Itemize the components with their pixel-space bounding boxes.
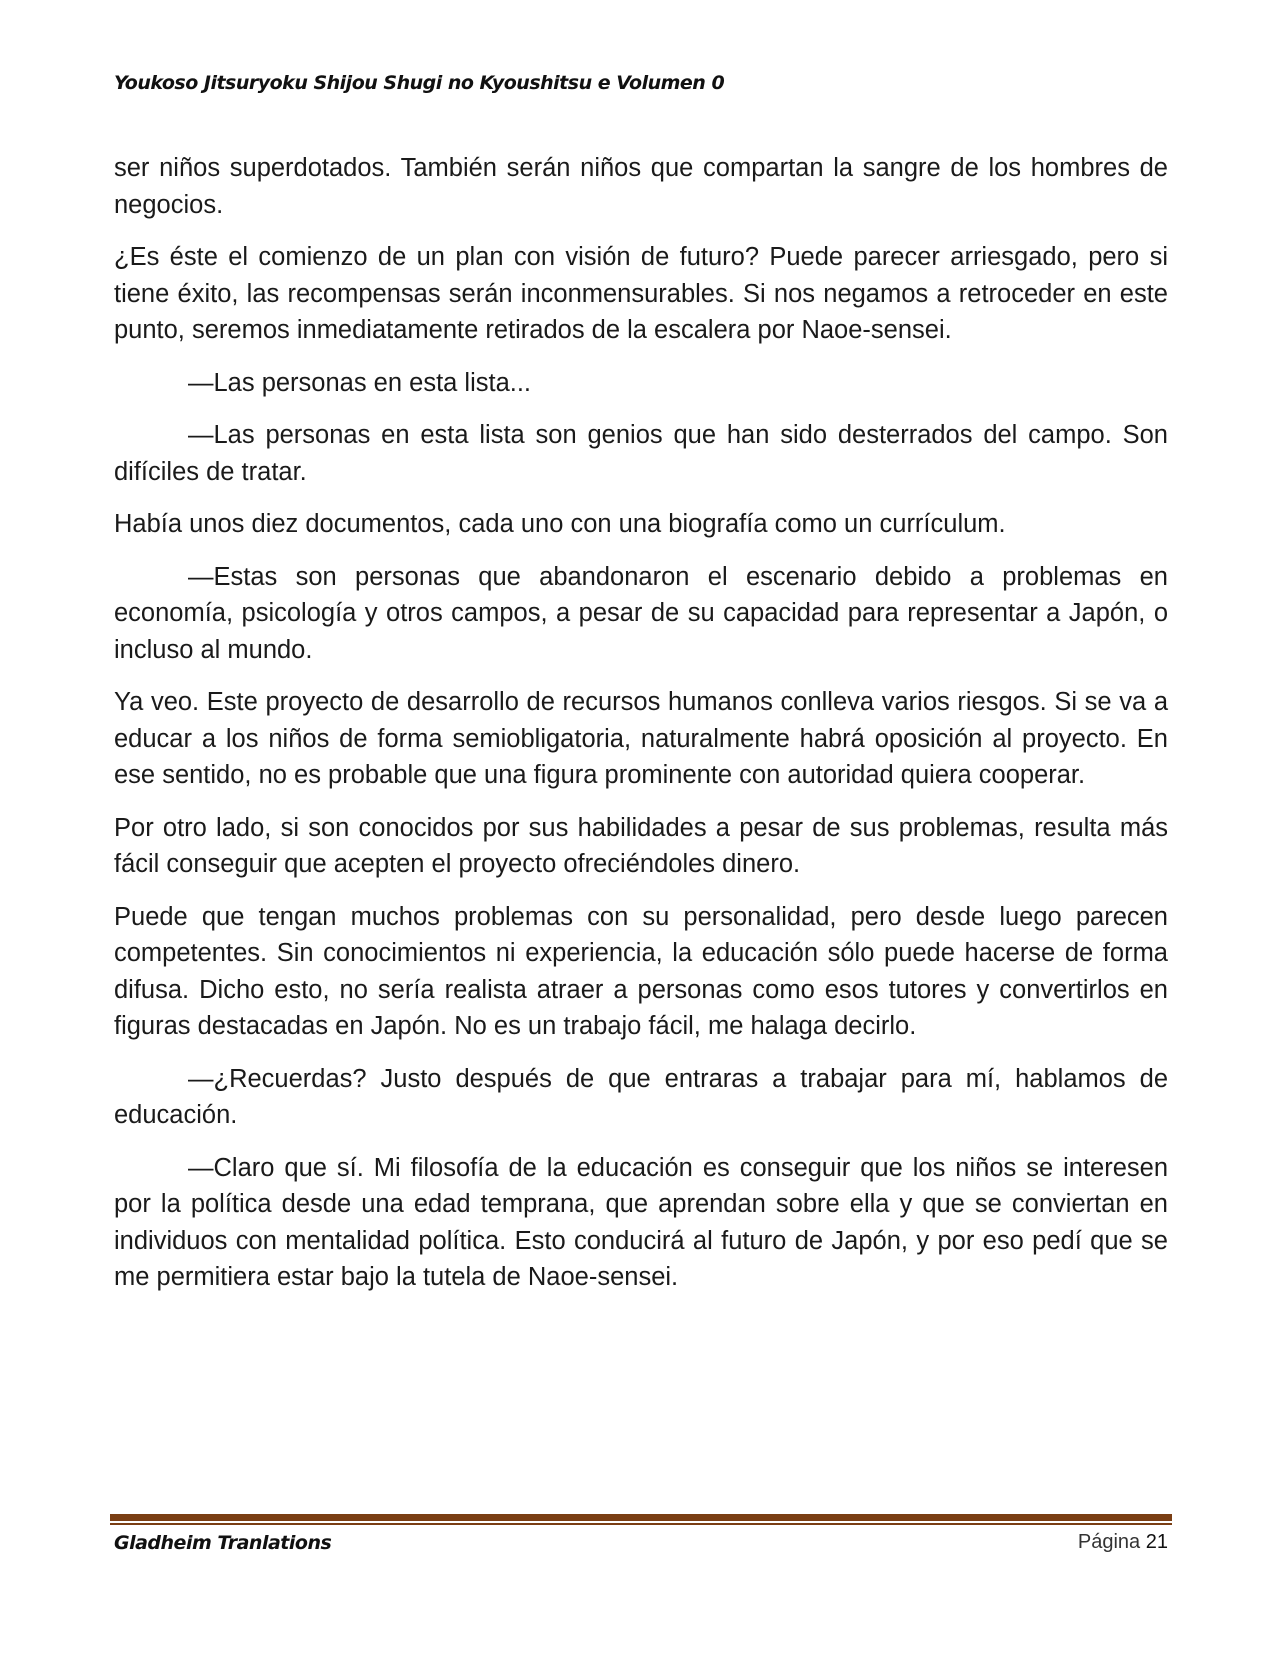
paragraph: Ya veo. Este proyecto de desarrollo de recursos humanos conlleva varios riesgos. Si se va a educar a los niños de forma semiobligatoria, naturalmente habrá oposición al proyecto. En ese sentido, no es probable que una figura prominente con autoridad quiera cooperar. <box>114 688 1168 789</box>
page-number-value: 21 <box>1145 1531 1168 1553</box>
dialogue-paragraph: —Las personas en esta lista... <box>188 368 532 397</box>
footer-publisher: Gladheim Tranlations <box>114 1532 332 1554</box>
dialogue-paragraph: —Claro que sí. Mi filosofía de la educación es conseguir que los niños se interesen por la política desde una edad temprana, que aprendan sobre ella y que se conviertan en individuos con mentalidad política. Esto conducirá al futuro de Japón, y por eso pedí que se me permitiera estar bajo la tutela de Naoe-sensei. <box>114 1153 1168 1291</box>
paragraph: Había unos diez documentos, cada uno con una biografía como un currículum. <box>114 510 1006 538</box>
body-text <box>114 150 1168 1312</box>
paragraph: Por otro lado, si son conocidos por sus habilidades a pesar de sus problemas, resulta más fácil conseguir que acepten el proyecto ofreciéndoles dinero. <box>114 813 1168 878</box>
dialogue-paragraph: —¿Recuerdas? Justo después de que entraras a trabajar para mí, hablamos de educación. <box>114 1064 1168 1129</box>
paragraph: ¿Es éste el comienzo de un plan con visión de futuro? Puede parecer arriesgado, pero si tiene éxito, las recompensas serán inconmensurables. Si nos negamos a retroceder en este punto, seremos inmediatamente retirados de la escalera por Naoe-sensei. <box>114 243 1168 344</box>
footer-divider-thick <box>110 1514 1172 1521</box>
footer-divider-thin <box>110 1523 1172 1525</box>
paragraph: ser niños superdotados. También serán niños que compartan la sangre de los hombres de negocios. <box>114 154 1168 219</box>
page-label: Página <box>1077 1531 1141 1553</box>
running-header: Youkoso Jitsuryoku Shijou Shugi no Kyoushitsu e Volumen 0 <box>114 72 725 94</box>
dialogue-paragraph: —Las personas en esta lista son genios que han sido desterrados del campo. Son difíciles de tratar. <box>114 421 1168 486</box>
page-number <box>1078 1531 1168 1554</box>
dialogue-paragraph: —Estas son personas que abandonaron el escenario debido a problemas en economía, psicología y otros campos, a pesar de su capacidad para representar a Japón, o incluso al mundo. <box>114 562 1168 664</box>
paragraph: Puede que tengan muchos problemas con su personalidad, pero desde luego parecen competentes. Sin conocimientos ni experiencia, la educación sólo puede hacerse de forma difusa. Dicho esto, no sería realista atraer a personas como esos tutores y convertirlos en figuras destacadas en Japón. No es un trabajo fácil, me halaga decirlo. <box>114 902 1168 1040</box>
